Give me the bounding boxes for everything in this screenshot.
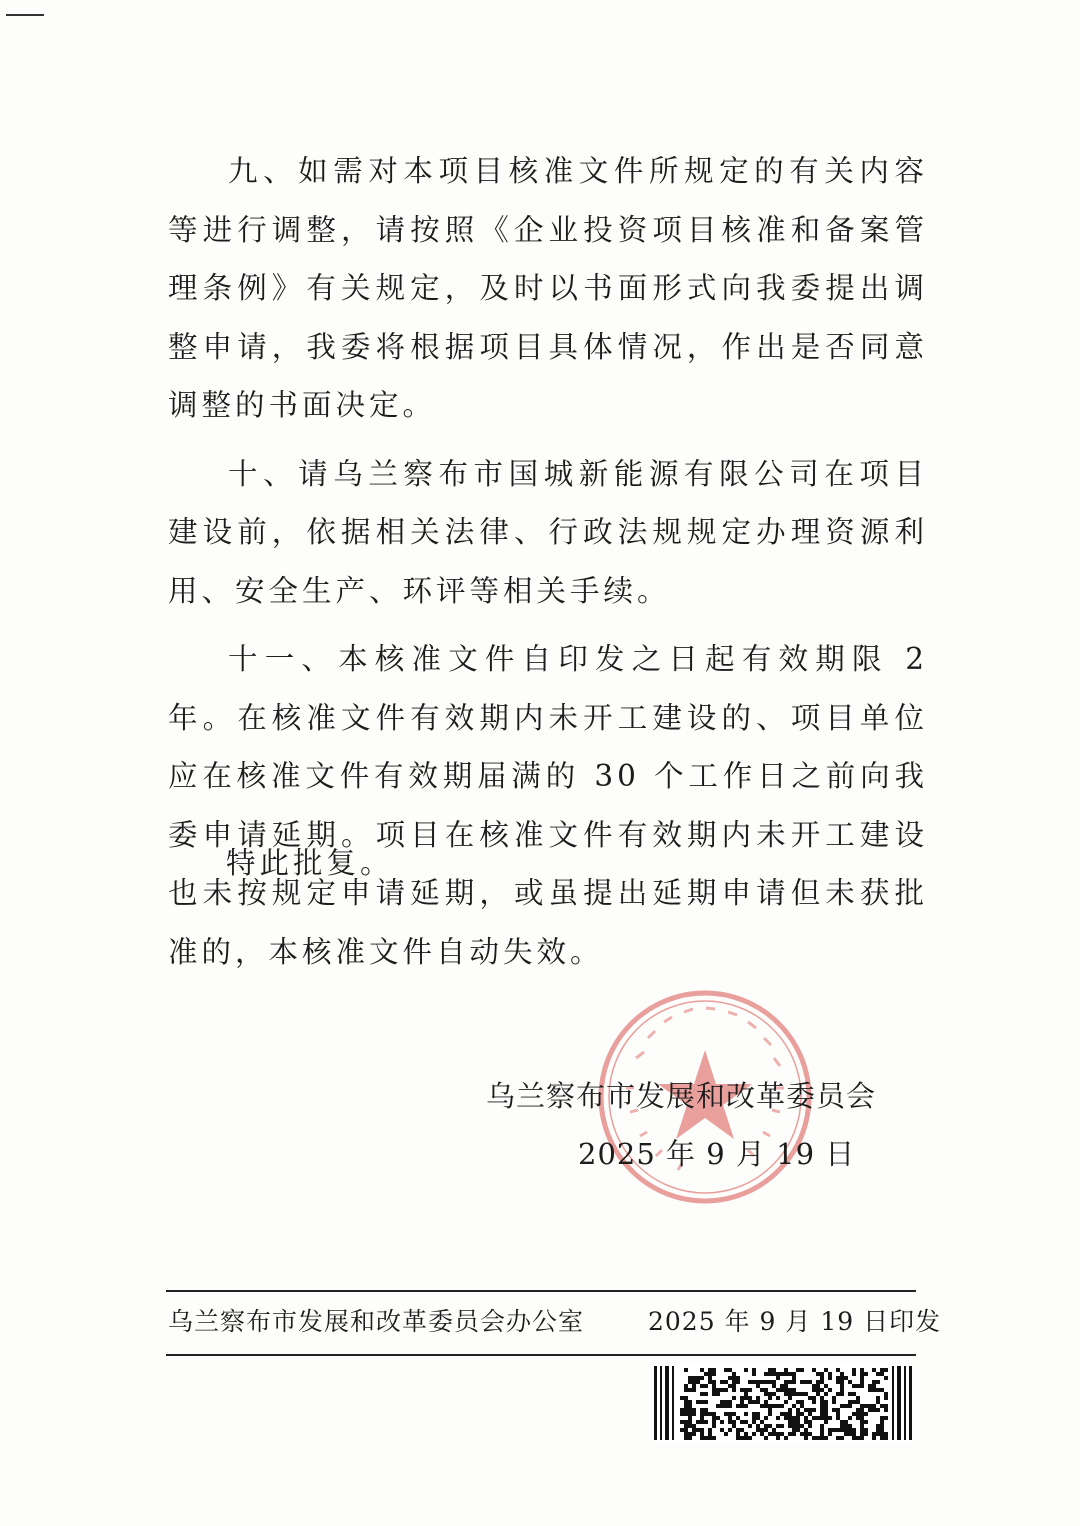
paragraph-eleven: 十一、本核准文件自印发之日起有效期限 2 年。在核准文件有效期内未开工建设的、项目单位应在核准文件有效期届满的 30 个工作日之前向我委申请延期。项目在核准文件有效期内未开工建设也未按规定申请延期，或虽提出延期申请但未获批准的，本核准文件自动失效。 (168, 642, 928, 969)
footer-bottom-rule (166, 1354, 916, 1356)
footer-top-rule (166, 1290, 916, 1292)
footer-office: 乌兰察布市发展和改革委员会办公室 (168, 1307, 585, 1336)
paragraph-ten: 十、请乌兰察布市国城新能源有限公司在项目建设前，依据相关法律、行政法规规定办理资源利用、安全生产、环评等相关手续。 (168, 456, 928, 608)
signature-organization: 乌兰察布市发展和改革委员会 (486, 1079, 877, 1113)
paragraph-nine: 九、如需对本项目核准文件所规定的有关内容等进行调整，请按照《企业投资项目核准和备案管理条例》有关规定，及时以书面形式向我委提出调整申请，我委将根据项目具体情况，作出是否同意调整的书面决定。 (168, 154, 928, 422)
closing-text: 特此批复。 (226, 846, 394, 880)
footer-issue-date: 2025 年 9 月 19 日印发 (648, 1307, 942, 1336)
barcode-icon (652, 1364, 914, 1442)
corner-mark (6, 14, 44, 16)
signature-date: 2025 年 9 月 19 日 (578, 1137, 856, 1171)
